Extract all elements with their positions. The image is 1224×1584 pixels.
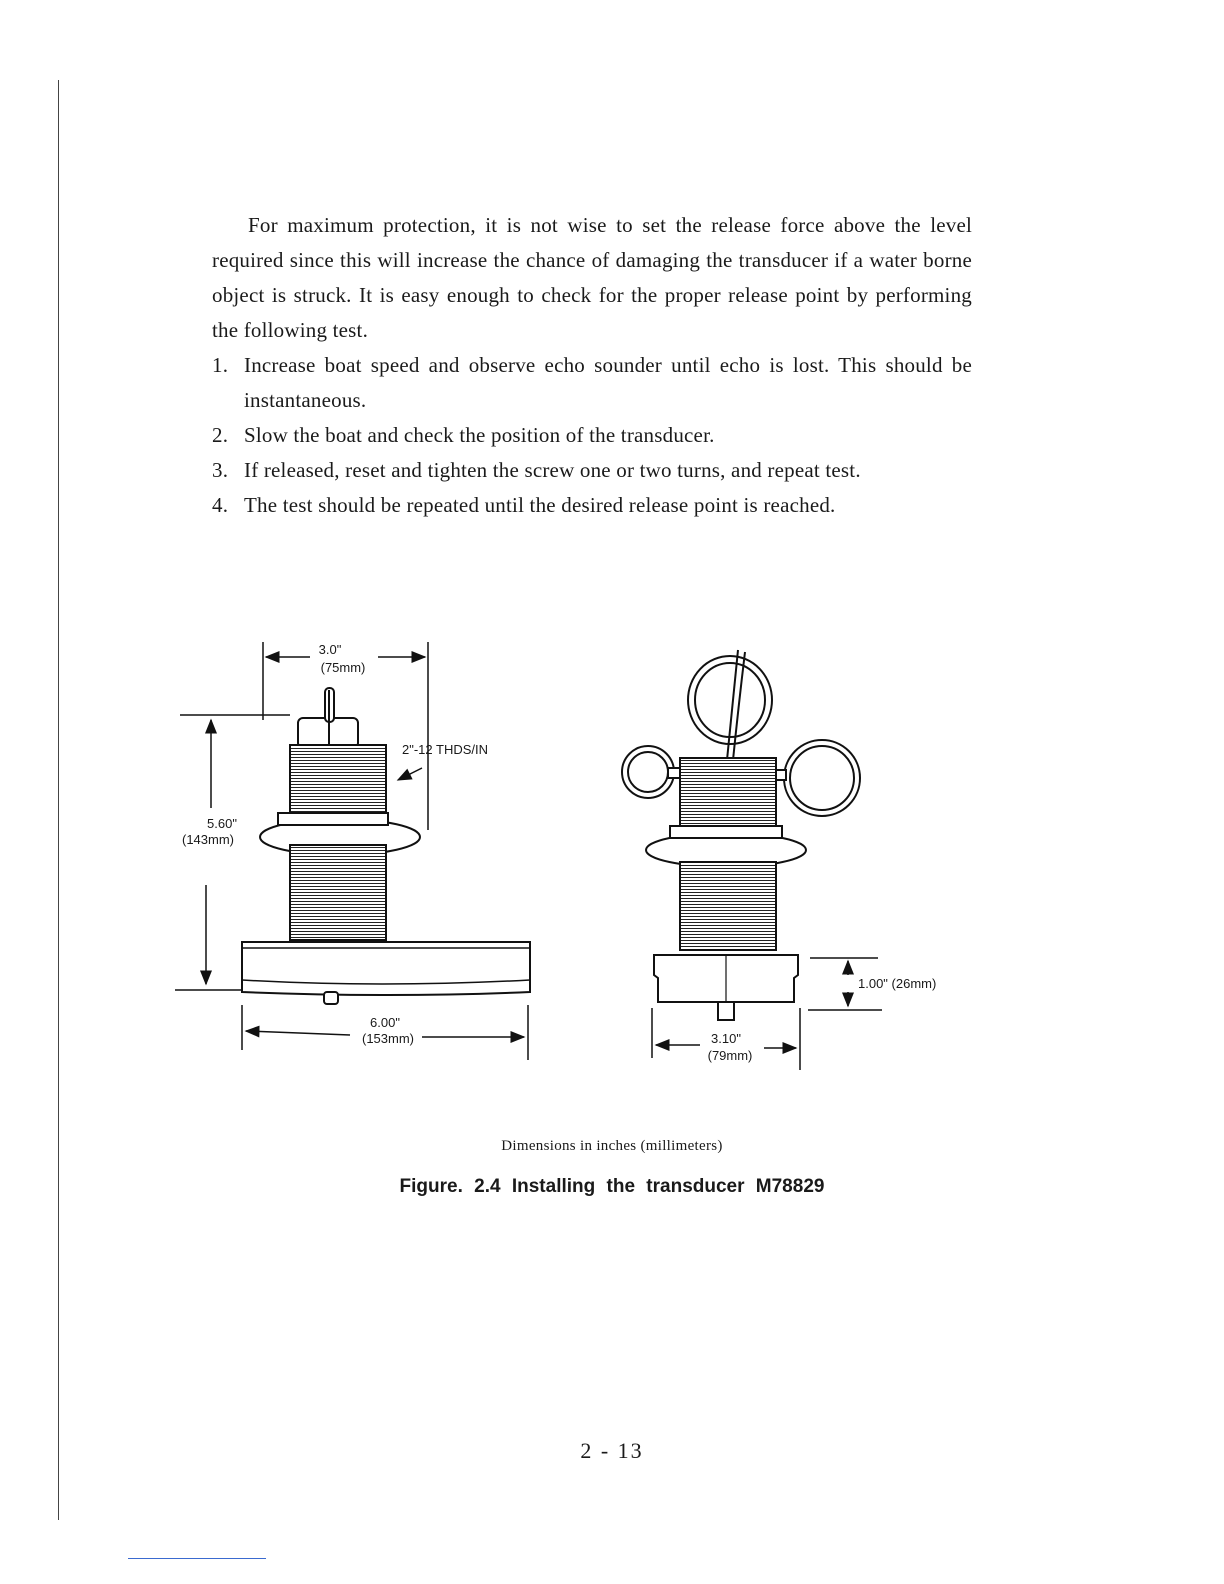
list-item (212, 418, 972, 453)
right-base-width-inches: 3.10" (711, 1031, 741, 1046)
transducer-figure (160, 630, 980, 1090)
top-width-mm: (75mm) (320, 660, 366, 675)
height-mm: (143mm) (181, 832, 235, 847)
step-text: If released, reset and tighten the screw one or two turns, and repeat test. (244, 458, 861, 482)
step-number: 3. (212, 458, 229, 482)
base-width-mm: (153mm) (361, 1031, 415, 1046)
base-width-inches: 6.00" (370, 1015, 400, 1030)
figure-caption: Figure. 2.4 Installing the transducer M78829 (399, 1176, 825, 1197)
page-number: 2 - 13 (580, 1438, 644, 1463)
dimensions-note: Dimensions in inches (millimeters) (501, 1138, 723, 1154)
left-transducer-view (175, 642, 530, 1060)
top-width-inches: 3.0" (318, 642, 342, 657)
list-item (212, 348, 972, 418)
body-text (212, 208, 972, 523)
intro-paragraph: For maximum protection, it is not wise to set the release force above the level required since this will increase the chance of damaging the transducer if a water borne object is struck. It is easy enough to check for the proper release point by performing the following test. (212, 213, 972, 342)
right-transducer-view (622, 650, 882, 1070)
thread-spec: 2"-12 THDS/IN (402, 742, 489, 757)
scan-underline-mark (128, 1558, 266, 1559)
scan-edge-line (58, 80, 59, 1520)
height-inches: 5.60" (207, 816, 237, 831)
transducer-drawing (160, 630, 980, 1090)
step-text: Slow the boat and check the position of the transducer. (244, 423, 715, 447)
step-number: 2. (212, 423, 229, 447)
step-text: The test should be repeated until the desired release point is reached. (244, 493, 836, 517)
test-steps-list (212, 348, 972, 523)
step-text: Increase boat speed and observe echo sounder until echo is lost. This should be instantaneous. (244, 353, 972, 412)
nut-height-label: 1.00" (26mm) (858, 976, 937, 991)
list-item (212, 488, 972, 523)
step-number: 1. (212, 353, 229, 377)
list-item (212, 453, 972, 488)
right-base-width-mm: (79mm) (707, 1048, 753, 1063)
step-number: 4. (212, 493, 229, 517)
